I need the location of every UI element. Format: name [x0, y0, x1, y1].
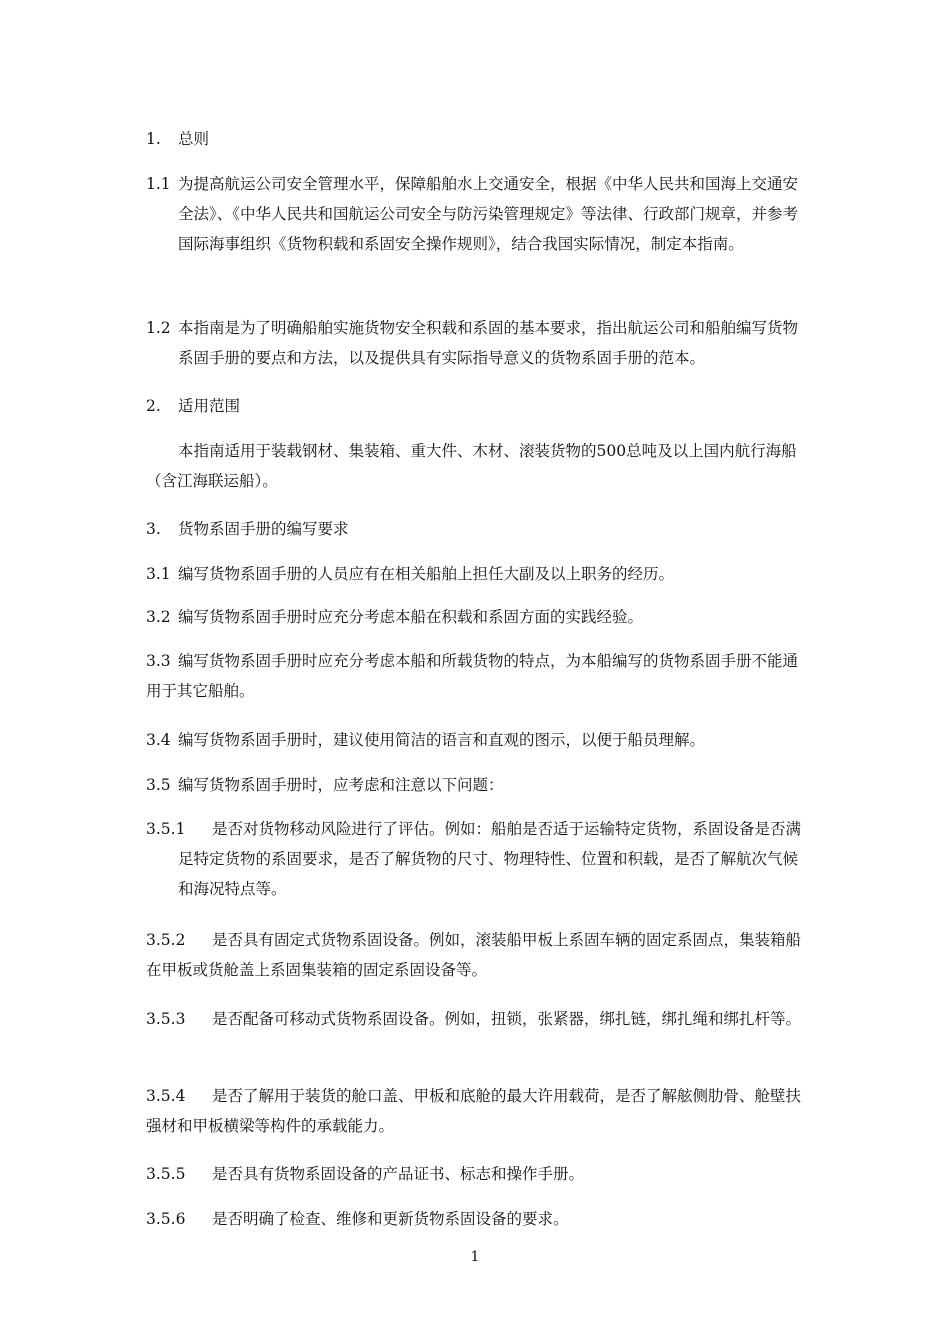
clause-3-5-5	[146, 1159, 808, 1189]
clause-3-2	[146, 602, 808, 632]
clause-text: 是否对货物移动风险进行了评估。例如：船舶是否适于运输特定货物，系固设备是否满足特定货物的系固要求，是否了解货物的尺寸、物理特性、位置和积载，是否了解航次气候和海况特点等。	[178, 820, 802, 898]
section-title: 总则	[178, 130, 210, 148]
clause-1-1	[146, 169, 808, 259]
section-number: 3.	[146, 520, 161, 538]
clause-3-5-2	[146, 925, 808, 985]
clause-text: 编写货物系固手册时应充分考虑本船和所载货物的特点，为本船编写的货物系固手册不能通用于其它船舶。	[146, 652, 799, 700]
clause-3-5	[146, 770, 808, 800]
clause-3-5-6	[146, 1204, 808, 1234]
clause-text: 编写货物系固手册时，应考虑和注意以下问题：	[178, 776, 504, 794]
clause-text: 编写货物系固手册的人员应有在相关船舶上担任大副及以上职务的经历。	[178, 565, 675, 583]
clause-number: 3.5.2	[146, 931, 186, 949]
clause-3-4	[146, 725, 808, 755]
clause-text: 编写货物系固手册时，建议使用简洁的语言和直观的图示，以便于船员理解。	[178, 731, 706, 749]
section-title: 货物系固手册的编写要求	[178, 520, 349, 538]
clause-text: 是否明确了检查、维修和更新货物系固设备的要求。	[212, 1210, 569, 1228]
section-heading-3	[146, 514, 812, 544]
clause-number: 3.5.6	[146, 1210, 186, 1228]
clause-number: 3.5.3	[146, 1010, 186, 1028]
clause-text: 是否配备可移动式货物系固设备。例如，扭锁，张紧器，绑扎链，绑扎绳和绑扎杆等。	[212, 1010, 802, 1028]
page-number: 1	[470, 1249, 480, 1265]
clause-3-5-4	[146, 1081, 808, 1141]
clause-number: 3.5.1	[146, 820, 186, 838]
section-heading-1	[146, 124, 812, 154]
clause-number: 3.3	[146, 652, 171, 670]
clause-number: 3.1	[146, 565, 171, 583]
clause-text: 是否具有货物系固设备的产品证书、标志和操作手册。	[212, 1165, 585, 1183]
section-title: 适用范围	[178, 397, 241, 415]
clause-number: 1.2	[146, 319, 171, 337]
section-heading-2	[146, 391, 812, 421]
clause-number: 3.5.4	[146, 1087, 186, 1105]
clause-text: 本指南是为了明确船舶实施货物安全积载和系固的基本要求，指出航运公司和船舶编写货物系固手册的要点和方法，以及提供具有实际指导意义的货物系固手册的范本。	[178, 319, 799, 367]
clause-text: 编写货物系固手册时应充分考虑本船在积载和系固方面的实践经验。	[178, 608, 644, 626]
clause-number: 3.5.5	[146, 1165, 186, 1183]
section-number: 1.	[146, 130, 161, 148]
clause-number: 1.1	[146, 175, 171, 193]
section-number: 2.	[146, 397, 161, 415]
clause-number: 3.2	[146, 608, 171, 626]
clause-1-2	[146, 313, 808, 373]
clause-3-1	[146, 559, 808, 589]
clause-text: 为提高航运公司安全管理水平，保障船舶水上交通安全，根据《中华人民共和国海上交通安全法》、《中华人民共和国航运公司安全与防污染管理规定》等法律、行政部门规章，并参考国际海事组织《货物积载和系固安全操作规则》，结合我国实际情况，制定本指南。	[178, 175, 799, 253]
clause-3-5-1	[146, 814, 808, 904]
clause-text: 是否具有固定式货物系固设备。例如，滚装船甲板上系固车辆的固定系固点，集装箱船在甲板或货舱盖上系固集装箱的固定系固设备等。	[146, 931, 802, 979]
clause-number: 3.5	[146, 776, 171, 794]
clause-text: 是否了解用于装货的舱口盖、甲板和底舱的最大许用载荷，是否了解舷侧肋骨、舱壁扶强材和甲板横梁等构件的承载能力。	[146, 1087, 802, 1135]
scope-paragraph	[146, 436, 808, 496]
clause-number: 3.4	[146, 731, 171, 749]
clause-3-5-3	[146, 1004, 808, 1034]
clause-3-3	[146, 646, 808, 706]
paragraph-text: 本指南适用于装载钢材、集装箱、重大件、木材、滚装货物的500总吨及以上国内航行海船（含江海联运船）。	[146, 442, 797, 490]
